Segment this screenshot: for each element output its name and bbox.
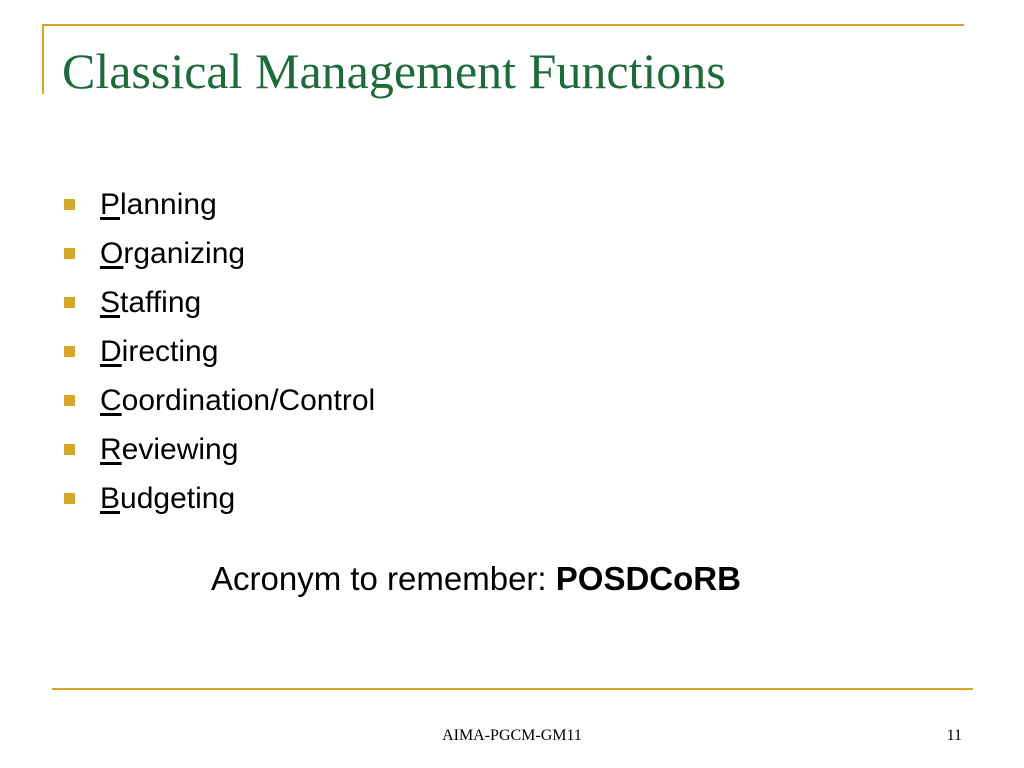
list-item-initial: S — [100, 285, 121, 319]
list-item-rest: irecting — [121, 334, 219, 368]
footer-text: AIMA-PGCM-GM11 — [442, 727, 582, 744]
list-item-initial: O — [100, 236, 124, 270]
square-bullet-icon — [64, 346, 75, 357]
list-item-text — [100, 286, 201, 320]
square-bullet-icon — [64, 444, 75, 455]
list-item-text — [100, 188, 217, 222]
list-item-rest: udgeting — [120, 481, 236, 515]
list-item — [64, 376, 375, 425]
acronym-value: POSDCoRB — [555, 560, 741, 597]
square-bullet-icon — [64, 297, 75, 308]
list-item — [64, 180, 375, 229]
list-item — [64, 278, 375, 327]
list-item-initial: R — [100, 432, 122, 466]
list-item-text — [100, 482, 235, 516]
square-bullet-icon — [64, 199, 75, 210]
acronym-label: Acronym to remember: — [211, 560, 556, 597]
list-item-text — [100, 384, 375, 418]
top-rule — [42, 24, 964, 26]
square-bullet-icon — [64, 493, 75, 504]
bullet-list — [64, 180, 375, 523]
list-item-rest: oordination/Control — [121, 383, 376, 417]
list-item-text — [100, 335, 218, 369]
acronym-line — [211, 560, 741, 598]
list-item — [64, 327, 375, 376]
list-item-initial: P — [100, 187, 121, 221]
left-rule — [42, 24, 44, 94]
list-item-text — [100, 237, 245, 271]
list-item-rest: lanning — [120, 187, 217, 221]
list-item-initial: B — [100, 481, 121, 515]
list-item — [64, 474, 375, 523]
square-bullet-icon — [64, 395, 75, 406]
list-item — [64, 229, 375, 278]
list-item-rest: eviewing — [121, 432, 239, 466]
bottom-rule — [52, 688, 973, 690]
list-item — [64, 425, 375, 474]
list-item-rest: taffing — [120, 285, 202, 319]
list-item-rest: rganizing — [123, 236, 246, 270]
list-item-initial: C — [100, 383, 122, 417]
list-item-initial: D — [100, 334, 122, 368]
slide-title: Classical Management Functions — [62, 43, 726, 99]
list-item-text — [100, 433, 238, 467]
page-number: 11 — [946, 727, 962, 744]
square-bullet-icon — [64, 248, 75, 259]
